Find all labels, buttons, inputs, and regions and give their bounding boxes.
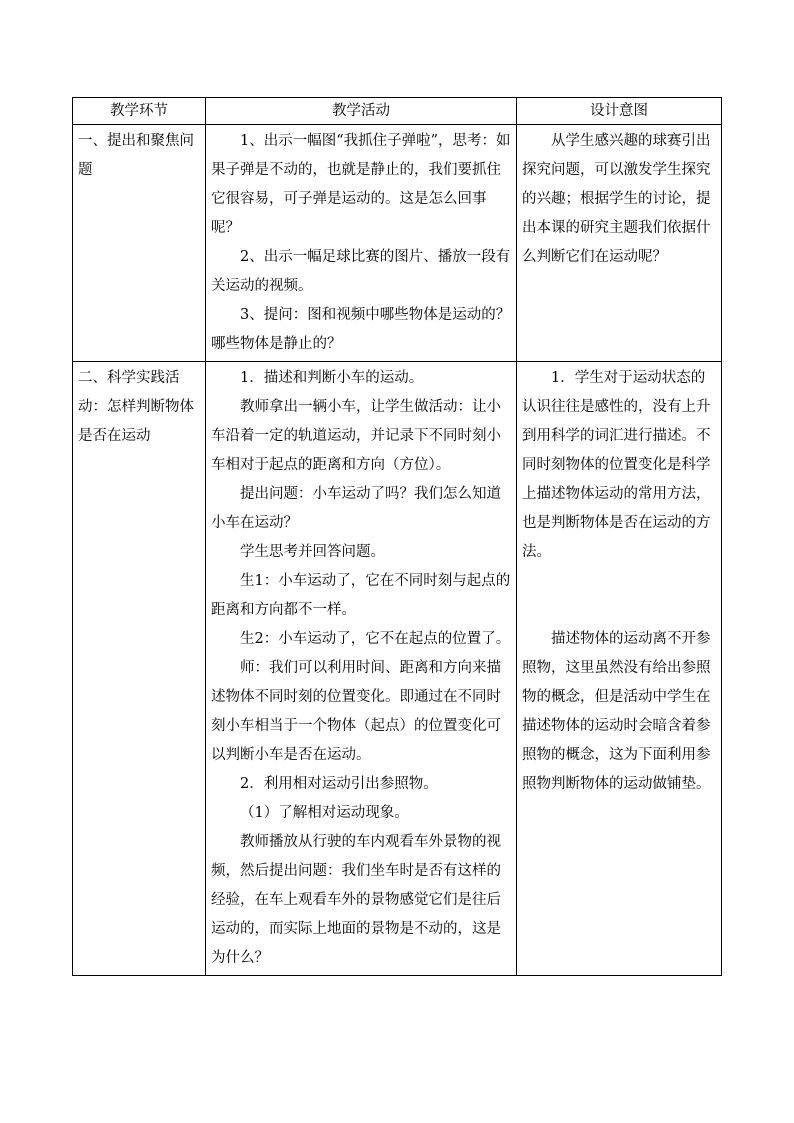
intent-paragraph: 从学生感兴趣的球赛引出探究问题，可以激发学生探究的兴趣；根据学生的讨论，提出本课的研究主题我们依据什么判断它们在运动呢？ — [522, 133, 711, 265]
activity-cell — [206, 125, 517, 362]
lesson-plan-table — [72, 97, 722, 976]
paragraph-spacer — [522, 567, 716, 625]
activity-paragraph: 2．利用相对运动引出参照物。 — [240, 776, 438, 792]
stage-cell — [73, 362, 206, 976]
table-row — [73, 362, 722, 976]
activity-paragraph: 生1：小车运动了，它在不同时刻与起点的距离和方向都不一样。 — [211, 573, 511, 618]
intent-paragraph: 描述物体的运动离不开参照物，这里虽然没有给出参照物的概念，但是活动中学生在描述物体的运动时会暗含着参照物的概念，这为下面利用参照物判断物体的运动做铺垫。 — [522, 631, 711, 792]
activity-paragraph: 师：我们可以利用时间、距离和方向来描述物体不同时刻的位置变化。即通过在不同时刻小车相当于一个物体（起点）的位置变化可以判断小车是否在运动。 — [211, 660, 501, 763]
activity-paragraph: 2、出示一幅足球比赛的图片、播放一段有关运动的视频。 — [211, 249, 511, 294]
header-activity: 教学活动 — [206, 98, 517, 125]
table-row — [73, 125, 722, 362]
stage-text: 一、提出和聚焦问题 — [78, 133, 194, 178]
activity-cell — [206, 362, 517, 976]
activity-paragraph: 提出问题：小车运动了吗？我们怎么知道小车在运动？ — [211, 486, 501, 531]
activity-paragraph: 教师拿出一辆小车，让学生做活动：让小车沿着一定的轨道运动，并记录下不同时刻小车相对于起点的距离和方向（方位）。 — [211, 399, 501, 473]
header-row — [73, 98, 722, 125]
header-stage: 教学环节 — [73, 98, 206, 125]
stage-text: 二、科学实践活动：怎样判断物体是否在运动 — [78, 370, 194, 444]
activity-paragraph: 1．描述和判断小车的运动。 — [240, 370, 424, 386]
intent-cell — [517, 362, 722, 976]
activity-paragraph: 学生思考并回答问题。 — [240, 544, 385, 560]
activity-paragraph: 3、提问：图和视频中哪些物体是运动的？哪些物体是静止的？ — [211, 307, 511, 352]
intent-cell — [517, 125, 722, 362]
intent-paragraph: 1．学生对于运动状态的认识往往是感性的，没有上升到用科学的词汇进行描述。不同时刻物体的位置变化是科学上描述物体运动的常用方法，也是判断物体是否在运动的方法。 — [522, 370, 711, 560]
activity-paragraph: 教师播放从行驶的车内观看车外景物的视频，然后提出问题：我们坐车时是否有这样的经验，在车上观看车外的景物感觉它们是往后运动的，而实际上地面的景物是不动的，这是为什么？ — [211, 834, 501, 966]
stage-cell — [73, 125, 206, 362]
header-intent: 设计意图 — [517, 98, 722, 125]
activity-paragraph: 生2：小车运动了，它不在起点的位置了。 — [240, 631, 511, 647]
activity-paragraph: （1）了解相对运动现象。 — [240, 805, 409, 821]
activity-paragraph: 1、出示一幅图“我抓住子弹啦”，思考：如果子弹是不动的，也就是静止的，我们要抓住它很容易，可子弹是运动的。这是怎么回事呢？ — [211, 133, 511, 236]
